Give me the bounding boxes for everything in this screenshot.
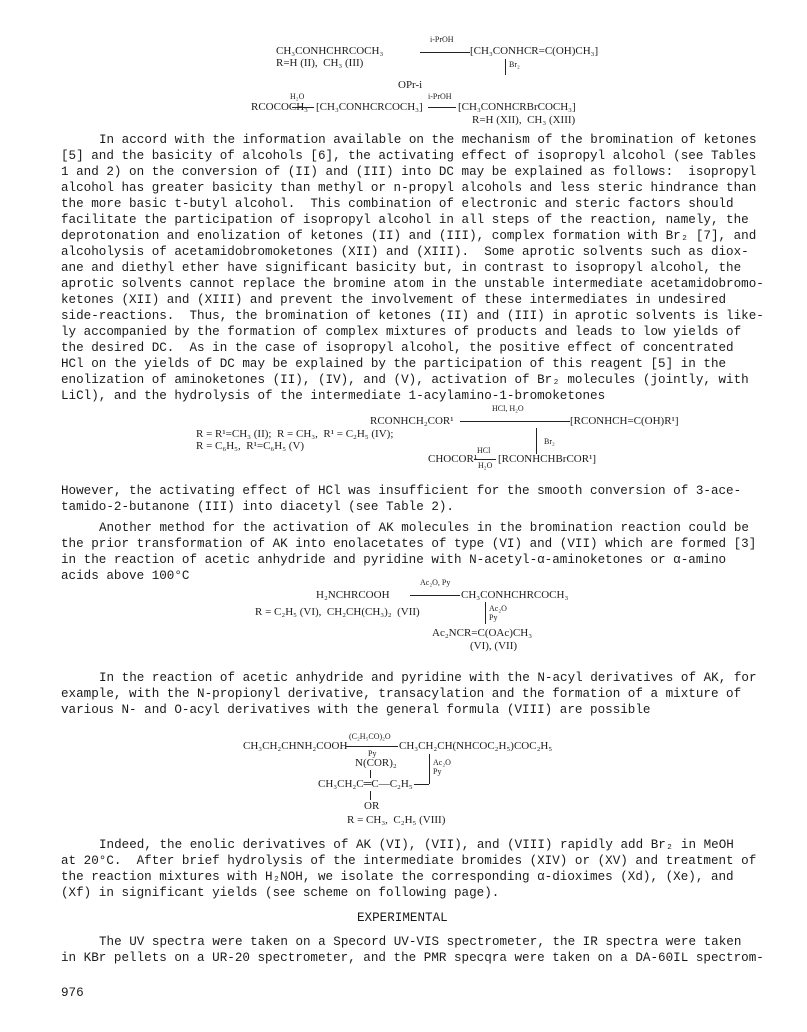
- text-line: enolization of aminoketones (II), (IV), and (V), activation of Br₂ molecules (jointly, with: [61, 373, 749, 387]
- scheme4-reagent-1: Ac₂O: [433, 758, 451, 767]
- text-line: the more basic t-butyl alcohol. This combination of electronic and steric factors should: [61, 197, 734, 211]
- text-line: ketones (XII) and (XIII) and prevent the involvement of these intermediates in undesired: [61, 293, 727, 307]
- scheme3-arrow: [410, 595, 460, 596]
- scheme4-enol: CH₃CH₂C═C—C₂H₅: [318, 778, 413, 790]
- text-line: the prior transformation of AK into enolacetates of type (VI) and (VII) which are formed [3]: [61, 537, 757, 551]
- scheme2-reactant: RCONHCH₂COR¹: [370, 415, 454, 427]
- scheme4-arrow: [346, 746, 398, 747]
- scheme1-br: Br₂: [509, 60, 520, 69]
- scheme4-vline: [429, 754, 430, 784]
- text-line: alcohol has greater basicity than methyl or n-propyl alcohols and less steric hindrance than: [61, 181, 757, 195]
- text-line: acids above 100°C: [61, 569, 190, 583]
- scheme1-r-values-2: R=H (XII), CH₃ (XIII): [472, 114, 576, 126]
- scheme4-arrow-top: (C₂H₅CO)₂O: [349, 732, 391, 741]
- scheme1-opr: OPr-i: [398, 79, 423, 91]
- page-number: 976: [61, 986, 84, 1000]
- paragraph-1: [61, 132, 764, 404]
- scheme3-reagent-2: Py: [489, 613, 498, 622]
- paragraph-3: [61, 520, 757, 584]
- text-line: Indeed, the enolic derivatives of AK (VI), (VII), and (VIII) rapidly add Br₂ in MeOH: [99, 838, 734, 852]
- text-line: deprotonation and enolization of ketones (II) and (III), complex formation with Br₂ [7], and: [61, 229, 757, 243]
- scheme4-or: OR: [364, 800, 380, 812]
- scheme1-enol: [CH₃CONHCR=C(OH)CH₃]: [470, 45, 599, 57]
- scheme2-arrow: [460, 421, 570, 422]
- text-line: ly accompanied by the formation of complex mixtures of products and leads to low yields of: [61, 325, 742, 339]
- scheme1-down-arrow: [505, 59, 506, 75]
- text-line: in KBr pellets on a UR-20 spectrometer, and the PMR specqra were taken on a DA-60IL spectrom-: [61, 951, 764, 965]
- text-line: alcoholysis of acetamidobromoketones (XII) and (XIII). Some aprotic solvents such as diox-: [61, 245, 749, 259]
- scheme4-bond: [370, 770, 371, 778]
- scheme1-iproh: i-PrOH: [428, 92, 452, 101]
- text-line: tamido-2-butanone (III) into diacetyl (see Table 2).: [61, 500, 454, 514]
- text-line: The UV spectra were taken on a Specord UV-VIS spectrometer, the IR spectra were taken: [99, 935, 742, 949]
- paragraph-5: [61, 837, 757, 901]
- scheme2-r-values-2: R = C₆H₅, R¹=C₆H₅ (V): [196, 440, 305, 452]
- scheme1-bromo: [CH₃CONHCRBrCOCH₃]: [458, 101, 576, 113]
- scheme4-product: CH₃CH₂CH(NHCOC₂H₅)COC₂H₅: [399, 740, 553, 752]
- text-line: the reaction mixtures with H₂NOH, we isolate the corresponding α-dioximes (Xd), (Xe), and: [61, 870, 734, 884]
- text-line: at 20°C. After brief hydrolysis of the intermediate bromides (XIV) or (XV) and treatment of: [61, 854, 757, 868]
- scheme1-arrow-2: [292, 107, 314, 108]
- scheme4-ncor: N(COR)₂: [355, 757, 397, 769]
- scheme2-arrow-2: [474, 459, 496, 460]
- text-line: In accord with the information available on the mechanism of the bromination of ketones: [99, 133, 757, 147]
- scheme1-arrow-label: i-PrOH: [430, 35, 454, 44]
- scheme4-bond-2: [370, 791, 371, 800]
- scheme2-h2o: H₂O: [478, 461, 493, 470]
- scheme3-reagent-1: Ac₂O: [489, 604, 507, 613]
- scheme3-arrow-label: Ac₂O, Py: [420, 578, 451, 587]
- scheme2-hcl: HCl: [477, 446, 491, 455]
- scheme1-arrow: [420, 52, 470, 53]
- scheme3-reactant: H₂NCHRCOOH: [316, 589, 390, 601]
- text-line: side-reactions. Thus, the bromination of ketones (II) and (III) in aprotic solvents is like-: [61, 309, 764, 323]
- section-title: EXPERIMENTAL: [357, 911, 448, 925]
- scheme3-product-label: (VI), (VII): [470, 640, 518, 652]
- scheme3-down-arrow: [485, 602, 486, 624]
- text-line: various N- and O-acyl derivatives with the general formula (VIII) are possible: [61, 703, 651, 717]
- scheme2-down-arrow: [536, 428, 537, 454]
- paragraph-2: [61, 483, 751, 515]
- text-line: ane and diethyl ether have significant basicity but, in contrast to isopropyl alcohol, the: [61, 261, 742, 275]
- text-line: [5] and the basicity of alcohols [6], the activating effect of isopropyl alcohol (see Tables: [61, 149, 757, 163]
- text-line: aprotic solvents cannot replace the bromine atom in the unstable intermediate acetamidobromo-: [61, 277, 764, 291]
- text-line: Another method for the activation of AK molecules in the bromination reaction could be: [99, 521, 749, 535]
- text-line: facilitate the participation of isopropyl alcohol in all steps of the reaction, namely, the: [61, 213, 749, 227]
- scheme2-product: CHOCOR¹: [428, 453, 478, 465]
- scheme4-arrow-bottom: Py: [368, 749, 377, 758]
- scheme3-product-1: CH₃CONHCHRCOCH₃: [461, 589, 569, 601]
- text-line: (Xf) in significant yields (see scheme on following page).: [61, 886, 500, 900]
- scheme4-return-arrow: [414, 784, 429, 785]
- paragraph-4: [61, 670, 757, 718]
- paragraph-6: [61, 934, 764, 966]
- scheme4-reactant: CH₃CH₂CHNH₂COOH: [243, 740, 348, 752]
- scheme1-r-values: R=H (II), CH₃ (III): [276, 57, 364, 69]
- text-line: example, with the N-propionyl derivative, transacylation and the formation of a mixture of: [61, 687, 742, 701]
- scheme2-arrow-label: HCl, H₂O: [492, 404, 524, 413]
- scheme4-reagent-2: Py: [433, 767, 442, 776]
- text-line: In the reaction of acetic anhydride and pyridine with the N-acyl derivatives of AK, for: [99, 671, 757, 685]
- scheme1-intermediate: [CH₃CONHCRCOCH₃]: [316, 101, 423, 113]
- scheme1-product: RCOCOCH₃: [251, 101, 309, 113]
- scheme3-r-values: R = C₂H₅ (VI), CH₂CH(CH₃)₂ (VII): [255, 606, 420, 618]
- scheme1-arrow-3: [428, 107, 456, 108]
- scheme2-br: Br₂: [544, 437, 555, 446]
- text-line: 1 and 2) on the conversion of (II) and (III) into DC may be explained as follows: isopropyl: [61, 165, 757, 179]
- text-line: LiCl), and the hydrolysis of the intermediate 1-acylamino-1-bromoketones: [61, 389, 606, 403]
- scheme2-r-values: R = R¹=CH₃ (II); R = CH₃, R¹ = C₂H₅ (IV);: [196, 428, 394, 440]
- text-line: However, the activating effect of HCl was insufficient for the smooth conversion of 3-ace-: [61, 484, 742, 498]
- scheme4-r-values: R = CH₃, C₂H₅ (VIII): [347, 814, 446, 826]
- text-line: in the reaction of acetic anhydride and pyridine with N-acetyl-α-aminoketones or α-amino: [61, 553, 727, 567]
- scheme2-enol: [RCONHCH=C(OH)R¹]: [570, 415, 679, 427]
- text-line: HCl on the yields of DC may be explained by the participation of this reagent [5] in the: [61, 357, 727, 371]
- scheme2-intermediate: [RCONHCHBrCOR¹]: [498, 453, 597, 465]
- scheme1-reactant: CH₃CONHCHRCOCH₃: [276, 45, 384, 57]
- text-line: the desired DC. As in the case of isopropyl alcohol, the positive effect of concentrated: [61, 341, 734, 355]
- scheme1-h2o: H₂O: [290, 92, 305, 101]
- scheme3-product-2: Ac₂NCR=C(OAc)CH₃: [432, 627, 533, 639]
